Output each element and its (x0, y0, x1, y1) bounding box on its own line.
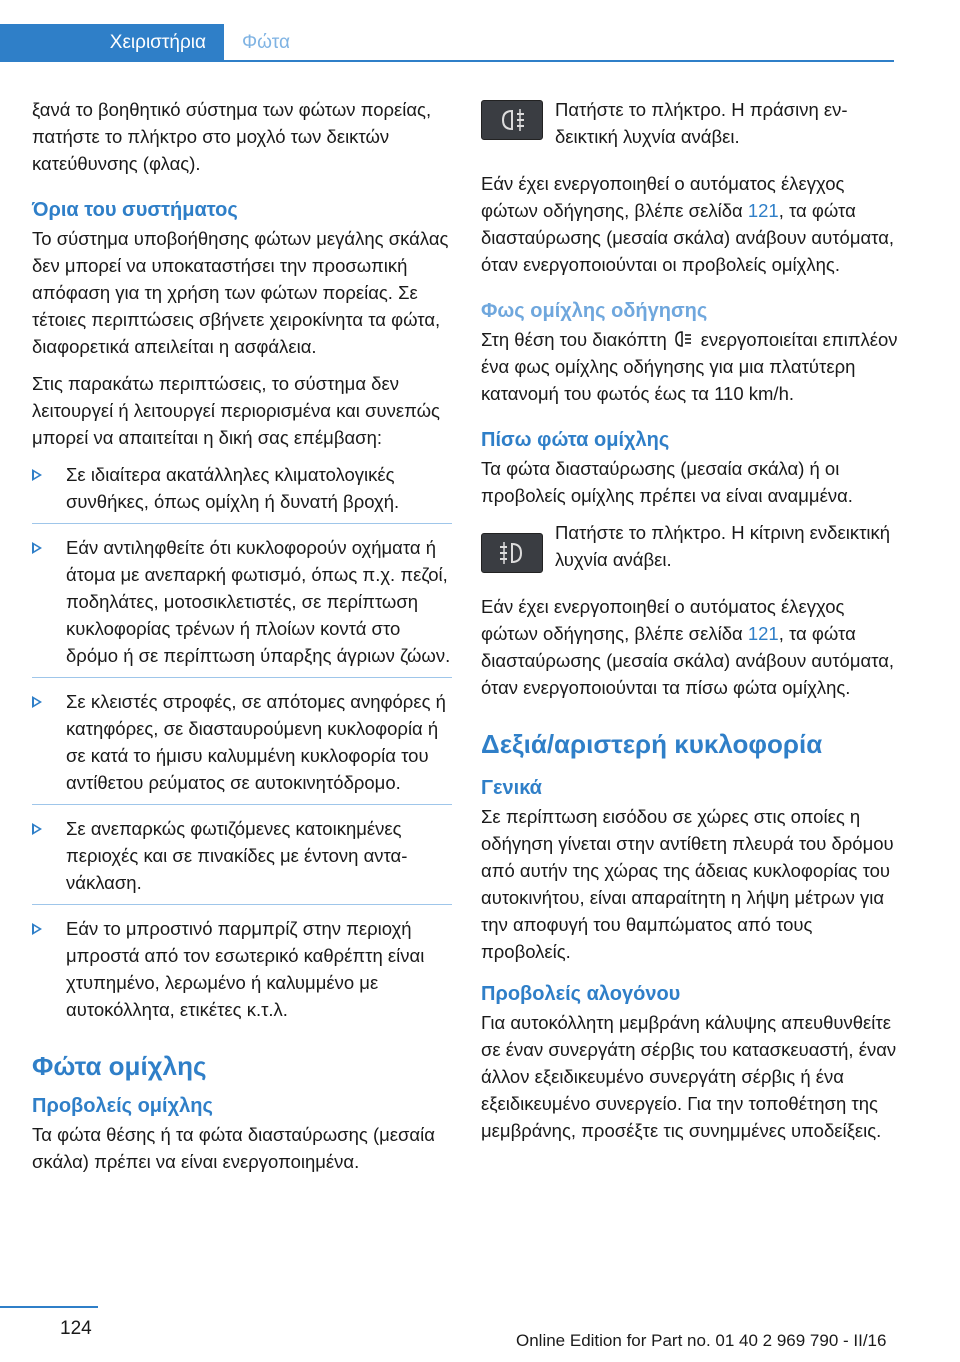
limits-paragraph-1: Το σύστημα υποβοήθησης φώτων μεγάλης σκάλας δεν μπορεί να υποκαταστήσει την προσωπική απόφαση για τη χρήση των φώτων πορείας. Σε τέτοιες περιπτώσεις σβήνετε χειροκίνητα τα φώτα, διαφορετικά απειλείται η ασφάλεια. (32, 228, 449, 357)
bullet-triangle-icon (32, 923, 42, 935)
halogen-heading: Προβολείς αλογόνου (481, 983, 681, 1005)
list-item: Εάν αντιληφθείτε ότι κυκλοφορούν οχήματα ή άτομα με ανεπαρκή φωτισμό, όπως π.χ. πεζοί, ποδηλάτες, μοτοσικλετιστές, σε περίπτωση κυκλοφορίας τρένων ή πλοίων κοντά στο δρόμο ή σε περίπτωση ύπαρξης άγριων ζώων. (32, 534, 452, 678)
bullet-triangle-icon (32, 823, 42, 835)
right-column (481, 96, 901, 1154)
driving-fog-light-heading: Φως ομίχλης οδήγησης (481, 300, 708, 322)
bullet-triangle-icon (32, 469, 42, 481)
page-link[interactable]: 121 (747, 623, 779, 644)
fog-switch-position-icon (671, 328, 697, 350)
auto-control-paragraph-1: Εάν έχει ενεργοποιηθεί ο αυτόματος έλεγχος φώτων οδήγησης, βλέπε σελίδα 121, τα φώτα διασταύρωσης (μεσαία σκάλα) ανάβουν αυτόματα, όταν ενεργοποιούνται οι προβολείς ομίχλης. (481, 173, 895, 275)
rear-fog-paragraph: Τα φώτα διασταύρωσης (μεσαία σκάλα) ή οι προβολείς ομίχλης πρέπει να είναι αναμμένα. (481, 458, 853, 506)
page-number: 124 (60, 1318, 92, 1339)
driving-fog-paragraph: Στη θέση του διακόπτη ενεργοποιείται επιπλέον ένα φως ομίχλης οδήγησης για μια πλατύτερη κατανομή του φωτός έως τα 110 km/h. (481, 329, 898, 404)
bullet-triangle-icon (32, 696, 42, 708)
list-item: Σε κλειστές στροφές, σε απότομες ανηφόρες ή κατηφόρες, σε διασταυρούμενη κυκλοφορία ή σε κατά το ήμισυ καλυμμένη κυκλοφορία του αντίθετου ρεύματος σε αυτοκινητόδρομο. (32, 688, 452, 805)
traffic-side-heading: Δεξιά/αριστερή κυκλοφορία (481, 729, 823, 759)
rear-fog-light-icon (481, 533, 543, 573)
page-link[interactable]: 121 (747, 200, 779, 221)
general-heading: Γενικά (481, 777, 542, 799)
front-fog-light-icon (481, 100, 543, 140)
left-column (32, 96, 452, 1185)
general-paragraph: Σε περίπτωση εισόδου σε χώρες στις οποίες η οδήγηση γίνεται στην αντίθετη πλευρά του δρόμου από αυτήν της χώρας της άδειας κυκλοφορίας του αυτοκινήτου, είναι απαραίτητη η λήψη μέτρων για την αποφυγή του θαμπώματος από τους προβολείς. (481, 806, 894, 962)
front-fog-button-row (481, 96, 901, 158)
rear-fog-button-row (481, 519, 901, 581)
edition-text: Online Edition for Part no. 01 40 2 969 790 - II/16 (516, 1331, 887, 1350)
limits-list (32, 461, 452, 1031)
section-tab: Χειριστήρια (0, 24, 224, 62)
front-fog-instruction: Πατήστε το πλήκτρο. Η πράσινη ενδεικτική λυχνία ανάβει. (555, 99, 848, 147)
intro-paragraph: ξανά το βοηθητικό σύστημα των φώτων πορείας, πατήστε το πλήκτρο στο μοχλό των δεικτών κατεύθυνσης (φλας). (32, 99, 432, 174)
list-item: Σε ιδιαίτερα ακατάλληλες κλιματολογικές συνθήκες, όπως ομίχλη ή δυνατή βροχή. (32, 461, 452, 524)
system-limits-heading: Όρια του συστήματος (32, 199, 238, 221)
auto-control-paragraph-2: Εάν έχει ενεργοποιηθεί ο αυτόματος έλεγχος φώτων οδήγησης, βλέπε σελίδα 121, τα φώτα διασταύρωσης (μεσαία σκάλα) ανάβουν αυτόματα, όταν ενεργοποιούνται τα πίσω φώτα ομίχλης. (481, 596, 895, 698)
page-header (0, 0, 960, 62)
list-item: Εάν το μπροστινό παρμπρίζ στην περιοχή μπροστά από τον εσωτερικό καθρέπτη είναι χτυπημένο, λερωμένο ή καλυμμένο με αυτοκόλλητα, ετικέτες κ.τ.λ. (32, 915, 452, 1031)
halogen-paragraph: Για αυτοκόλλητη μεμβράνη κάλυψης απευθυνθείτε σε έναν συνεργάτη σέρβις του κατασκευαστή, έναν άλλον εξειδικευμένο συνεργάτη σέρβις ή ένα εξειδικευμένο συνεργείο. Για την τοποθέτηση της μεμβράνης, προσέξτε τις συνημμένες υποδείξεις. (481, 1012, 897, 1141)
limits-paragraph-2: Στις παρακάτω περιπτώσεις, το σύστημα δεν λειτουργεί ή λειτουργεί περιορισμένα και συνεπώς μπορεί να απαιτείται η δική σας επέμβαση: (32, 373, 440, 448)
rear-fog-heading: Πίσω φώτα ομίχλης (481, 429, 670, 451)
bullet-triangle-icon (32, 542, 42, 554)
fog-lamps-paragraph: Τα φώτα θέσης ή τα φώτα διασταύρωσης (μεσαία σκάλα) πρέπει να είναι ενεργοποιημένα. (32, 1124, 435, 1172)
fog-lamps-subheading: Προβολείς ομίχλης (32, 1095, 213, 1117)
rear-fog-instruction: Πατήστε το πλήκτρο. Η κίτρινη ενδεικτική λυχνία ανάβει. (555, 522, 891, 570)
fog-lights-heading: Φώτα ομίχλης (32, 1051, 207, 1081)
list-item: Σε ανεπαρκώς φωτιζόμενες κατοικημένες περιοχές και σε πινακίδες με έντονη αντανάκλαση. (32, 815, 452, 905)
subsection-tab: Φώτα (242, 32, 290, 53)
footer-rule (0, 1306, 98, 1308)
header-rule (224, 60, 894, 62)
